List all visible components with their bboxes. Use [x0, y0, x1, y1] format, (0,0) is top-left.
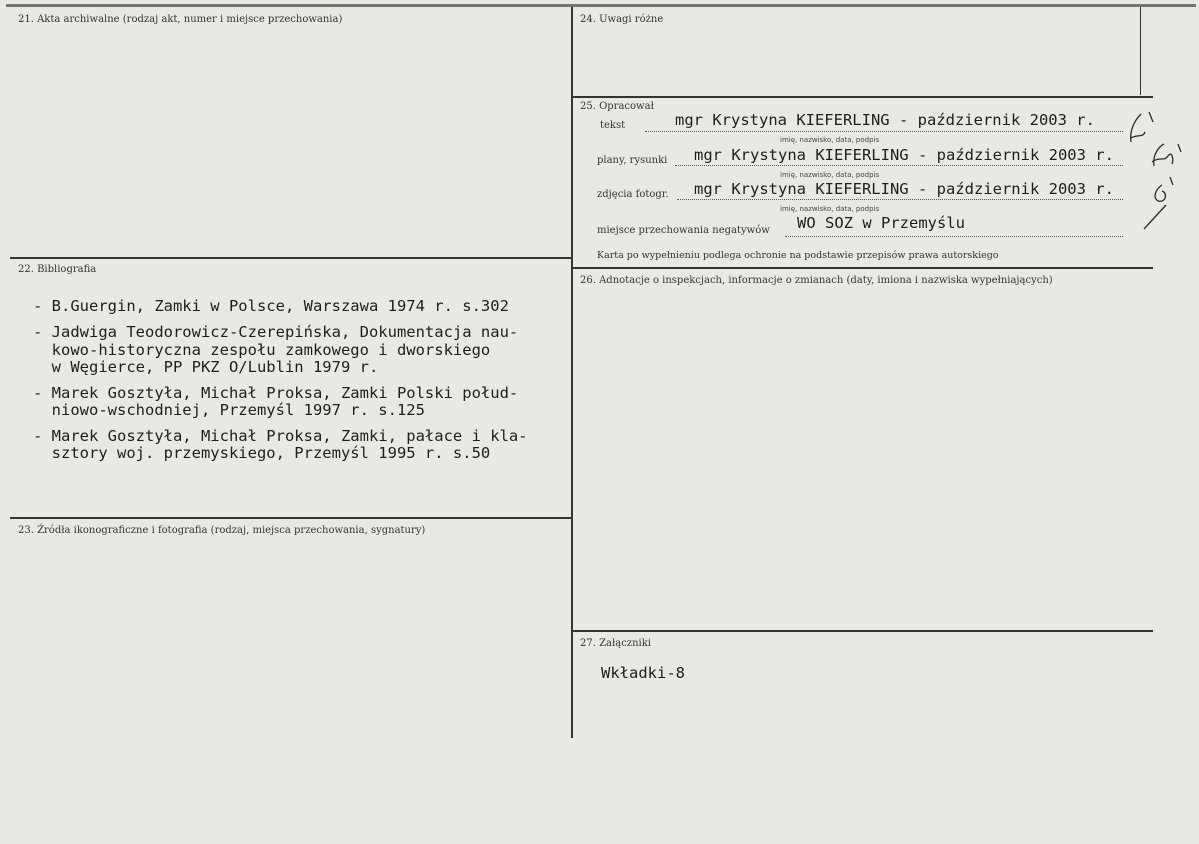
- section-25-label: 25. Opracował: [580, 101, 654, 112]
- section-22-label: 22. Bibliografia: [18, 264, 97, 275]
- bibliography-entry-1-line-1: - B.Guergin, Zamki w Polsce, Warszawa 1974 r. s.302: [33, 297, 509, 315]
- center-divider: [571, 7, 573, 738]
- s25-copyright-note: Karta po wypełnieniu podlega ochronie na podstawie przepisów prawa autorskiego: [597, 250, 999, 261]
- s25-row3-field: zdjęcia fotogr.: [597, 189, 669, 200]
- bibliography-entry-2-line-3: w Węgierce, PP PKZ O/Lublin 1979 r.: [33, 358, 379, 376]
- s25-row1-hint: imię, nazwisko, data, podpis: [780, 136, 880, 144]
- divider-25-26: [573, 267, 1153, 269]
- section-24-label: 24. Uwagi różne: [580, 14, 664, 25]
- s25-row1-field: tekst: [600, 120, 626, 131]
- divider-24-25: [573, 96, 1153, 98]
- bibliography-entry-3-line-1: - Marek Gosztyła, Michał Proksa, Zamki Polski połud-: [33, 384, 519, 402]
- s25-row1-value: mgr Krystyna KIEFERLING - październik 2003 r.: [675, 111, 1095, 129]
- s25-row2-hint: imię, nazwisko, data, podpis: [780, 171, 880, 179]
- section-26-label: 26. Adnotacje o inspekcjach, informacje o zmianach (daty, imiona i nazwiska wypełniających): [580, 275, 1053, 286]
- s25-row2-field: plany, rysunki: [597, 155, 668, 166]
- attachments-value: Wkładki-8: [601, 664, 685, 682]
- signature-3: [1140, 175, 1180, 233]
- s25-storage-label: miejsce przechowania negatywów: [597, 225, 770, 236]
- divider-22-23: [10, 517, 571, 519]
- s25-row2-value: mgr Krystyna KIEFERLING - październik 2003 r.: [694, 146, 1114, 164]
- bibliography-entry-2-line-2: kowo-historyczna zespołu zamkowego i dworskiego: [33, 341, 491, 359]
- s25-row3-hint: imię, nazwisko, data, podpis: [780, 205, 880, 213]
- section-27-label: 27. Załączniki: [580, 638, 651, 649]
- s25-row1-line: [645, 131, 1123, 132]
- bibliography-entry-4-line-2: sztory woj. przemyskiego, Przemyśl 1995 r. s.50: [33, 444, 491, 462]
- bibliography-entry-4-line-1: - Marek Gosztyła, Michał Proksa, Zamki, pałace i kla-: [33, 427, 528, 445]
- divider-26-27: [573, 630, 1153, 632]
- bibliography-entry-2-line-1: - Jadwiga Teodorowicz-Czerepińska, Dokumentacja nau-: [33, 323, 519, 341]
- s24-right-edge: [1140, 7, 1141, 95]
- bibliography-entry-3-line-2: niowo-wschodniej, Przemyśl 1997 r. s.125: [33, 401, 425, 419]
- s25-row3-value: mgr Krystyna KIEFERLING - październik 2003 r.: [694, 180, 1114, 198]
- s25-storage-value: WO SOZ w Przemyślu: [797, 214, 965, 232]
- divider-21-22: [10, 257, 571, 259]
- section-23-label: 23. Źródła ikonograficzne i fotografia (rodzaj, miejsca przechowania, sygnatury): [18, 525, 426, 536]
- top-border: [6, 4, 1196, 7]
- s25-storage-line: [785, 236, 1123, 237]
- signature-2: [1148, 140, 1188, 170]
- section-21-label: 21. Akta archiwalne (rodzaj akt, numer i miejsce przechowania): [18, 14, 343, 25]
